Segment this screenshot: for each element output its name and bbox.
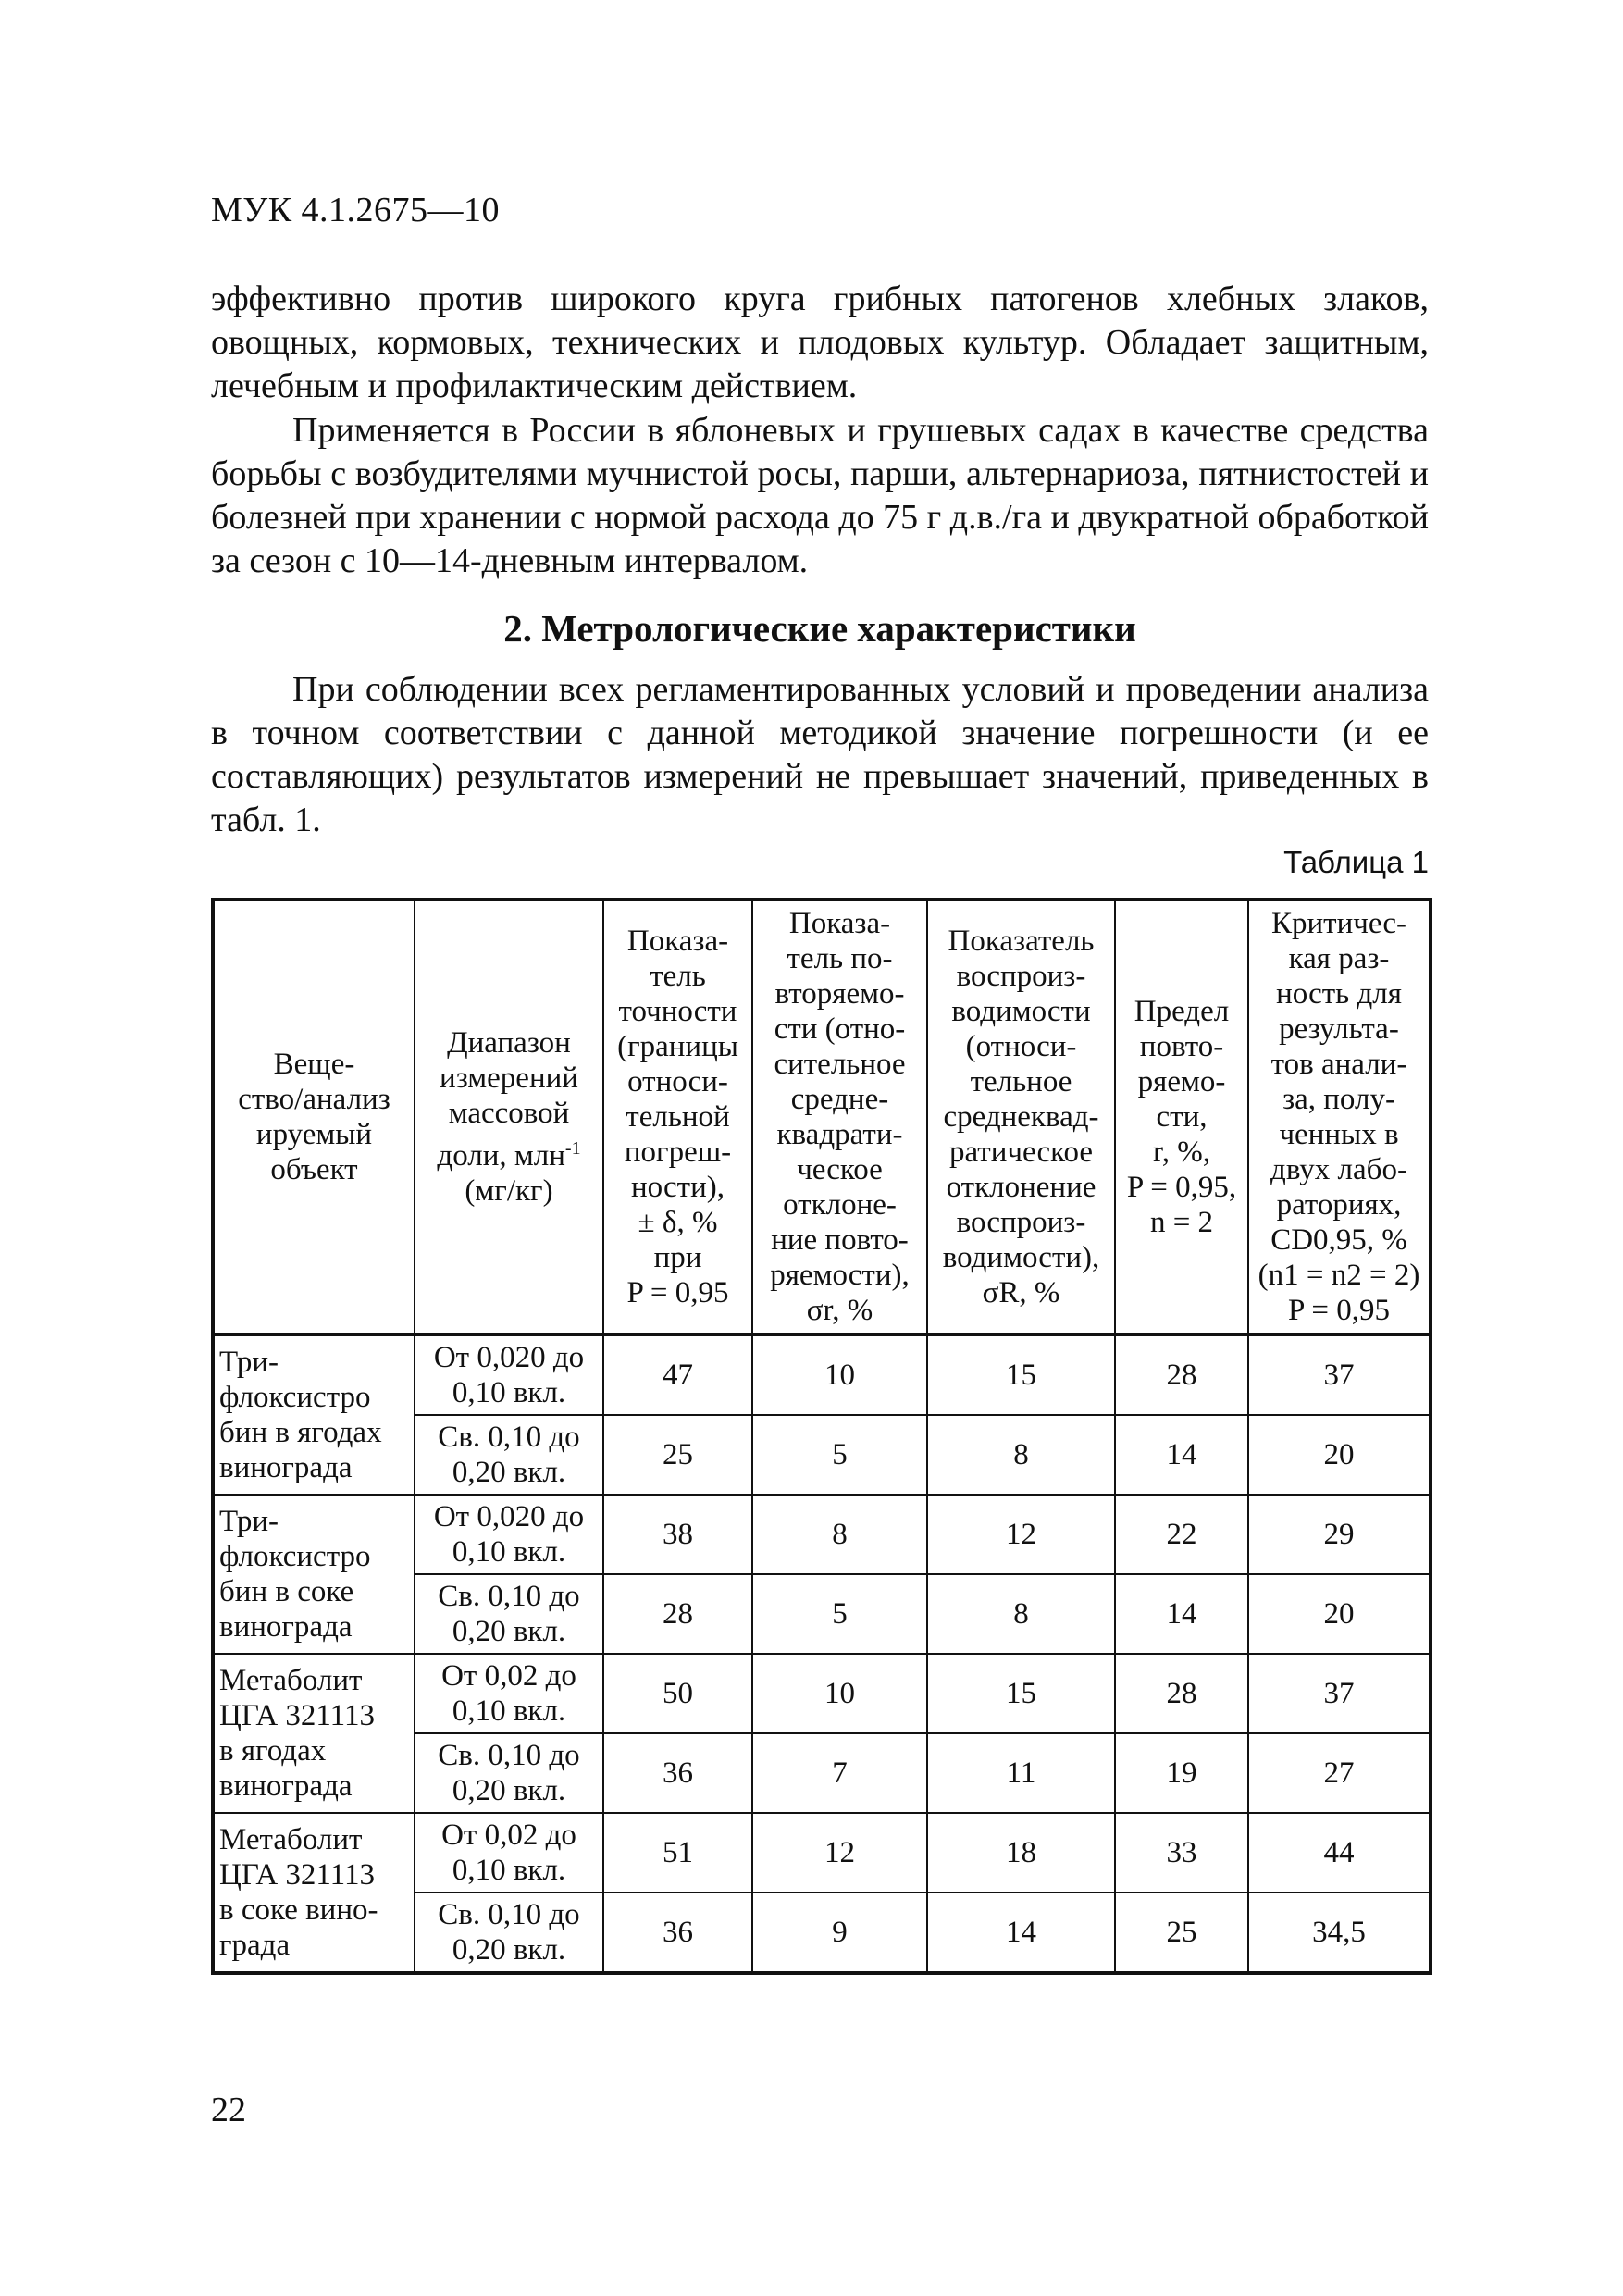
- table-caption: Таблица 1: [1283, 845, 1429, 879]
- reproducibility-sd-cell: 14: [927, 1893, 1115, 1973]
- accuracy-cell: 50: [603, 1654, 752, 1733]
- reproducibility-sd-cell: 15: [927, 1654, 1115, 1733]
- accuracy-cell: 25: [603, 1415, 752, 1495]
- reproducibility-sd-cell: 15: [927, 1334, 1115, 1415]
- repeatability-sd-cell: 10: [752, 1654, 927, 1733]
- range-cell: Св. 0,10 до 0,20 вкл.: [415, 1574, 603, 1654]
- critical-diff-cell: 20: [1248, 1415, 1431, 1495]
- paragraph-metrology: При соблюдении всех регламентированных условий и проведении анализа в точном соответствии с данной методикой значение погрешности (и ее составляющих) результатов измерений не превышает значений, приведенных в табл. 1.: [211, 670, 1429, 839]
- accuracy-cell: 47: [603, 1334, 752, 1415]
- repeatability-sd-cell: 5: [752, 1415, 927, 1495]
- critical-diff-cell: 27: [1248, 1733, 1431, 1813]
- repeatability-sd-cell: 10: [752, 1334, 927, 1415]
- table-row: [213, 1654, 1431, 1733]
- header-critical-difference: Критичес- кая раз- ность для результа- тов анали- за, полу- ченных в двух лабо- раториях, CD0,95, % (n1 = n2 = 2) P = 0,95: [1248, 900, 1431, 1334]
- critical-diff-cell: 37: [1248, 1654, 1431, 1733]
- reproducibility-sd-cell: 12: [927, 1495, 1115, 1574]
- object-cell: Три- флоксистро бин в соке винограда: [213, 1495, 415, 1654]
- accuracy-cell: 28: [603, 1574, 752, 1654]
- table-header-row: [213, 900, 1431, 1334]
- object-cell: Три- флоксистро бин в ягодах винограда: [213, 1334, 415, 1495]
- header-range: Диапазон измерений массовой доли, млн$^{-1}$ (мг/кг): [415, 900, 603, 1334]
- accuracy-cell: 36: [603, 1733, 752, 1813]
- header-repeatability-limit: Предел повто- ряемо- сти, r, %, P = 0,95, n = 2: [1115, 900, 1248, 1334]
- repeatability-limit-cell: 25: [1115, 1893, 1248, 1973]
- header-object: Веще- ство/анализ ируемый объект: [213, 900, 415, 1334]
- accuracy-cell: 38: [603, 1495, 752, 1574]
- repeatability-limit-cell: 28: [1115, 1654, 1248, 1733]
- range-cell: От 0,020 до 0,10 вкл.: [415, 1495, 603, 1574]
- table-row: [213, 1813, 1431, 1893]
- table-row: [213, 1334, 1431, 1415]
- reproducibility-sd-cell: 18: [927, 1813, 1115, 1893]
- metrology-table: [211, 898, 1432, 1975]
- range-cell: От 0,020 до 0,10 вкл.: [415, 1334, 603, 1415]
- accuracy-cell: 51: [603, 1813, 752, 1893]
- repeatability-limit-cell: 22: [1115, 1495, 1248, 1574]
- object-cell: Метаболит ЦГА 321113 в ягодах винограда: [213, 1654, 415, 1813]
- page-number: 22: [211, 2091, 246, 2129]
- range-cell: Св. 0,10 до 0,20 вкл.: [415, 1893, 603, 1973]
- object-cell: Метаболит ЦГА 321113 в соке вино- града: [213, 1813, 415, 1973]
- repeatability-limit-cell: 19: [1115, 1733, 1248, 1813]
- repeatability-limit-cell: 28: [1115, 1334, 1248, 1415]
- header-repeatability-sd: Показа- тель по- вторяемо- сти (отно- сительное средне- квадрати- ческое отклоне- ние повто- ряемости), σr, %: [752, 900, 927, 1334]
- header-reproducibility-sd: Показатель воспроиз- водимости (относи- тельное среднеквад- ратическое отклонение воспроиз- водимости), σR, %: [927, 900, 1115, 1334]
- reproducibility-sd-cell: 11: [927, 1733, 1115, 1813]
- range-cell: Св. 0,10 до 0,20 вкл.: [415, 1733, 603, 1813]
- range-cell: От 0,02 до 0,10 вкл.: [415, 1813, 603, 1893]
- range-cell: Св. 0,10 до 0,20 вкл.: [415, 1415, 603, 1495]
- section-title: 2. Метрологические характеристики: [503, 607, 1136, 650]
- critical-diff-cell: 34,5: [1248, 1893, 1431, 1973]
- header-accuracy: Показа- тель точности (границы относи- тельной погреш- ности), ± δ, % при P = 0,95: [603, 900, 752, 1334]
- document-code: МУК 4.1.2675—10: [211, 191, 501, 230]
- critical-diff-cell: 37: [1248, 1334, 1431, 1415]
- repeatability-sd-cell: 8: [752, 1495, 927, 1574]
- critical-diff-cell: 29: [1248, 1495, 1431, 1574]
- repeatability-sd-cell: 12: [752, 1813, 927, 1893]
- repeatability-limit-cell: 14: [1115, 1574, 1248, 1654]
- range-cell: От 0,02 до 0,10 вкл.: [415, 1654, 603, 1733]
- repeatability-sd-cell: 7: [752, 1733, 927, 1813]
- accuracy-cell: 36: [603, 1893, 752, 1973]
- paragraph-usage: Применяется в России в яблоневых и грушевых садах в качестве средства борьбы с возбудителями мучнистой росы, парши, альтернариоза, пятнистостей и болезней при хранении с нормой расхода до 75 г д.в./га и двукратной обработкой за сезон с 10—14-дневным интервалом.: [211, 411, 1429, 580]
- critical-diff-cell: 44: [1248, 1813, 1431, 1893]
- critical-diff-cell: 20: [1248, 1574, 1431, 1654]
- repeatability-sd-cell: 9: [752, 1893, 927, 1973]
- repeatability-limit-cell: 33: [1115, 1813, 1248, 1893]
- repeatability-limit-cell: 14: [1115, 1415, 1248, 1495]
- table-row: [213, 1495, 1431, 1574]
- reproducibility-sd-cell: 8: [927, 1574, 1115, 1654]
- paragraph-intro: эффективно против широкого круга грибных патогенов хлебных злаков, овощных, кормовых, технических и плодовых культур. Обладает защитным, лечебным и профилактическим действием.: [211, 279, 1429, 405]
- repeatability-sd-cell: 5: [752, 1574, 927, 1654]
- reproducibility-sd-cell: 8: [927, 1415, 1115, 1495]
